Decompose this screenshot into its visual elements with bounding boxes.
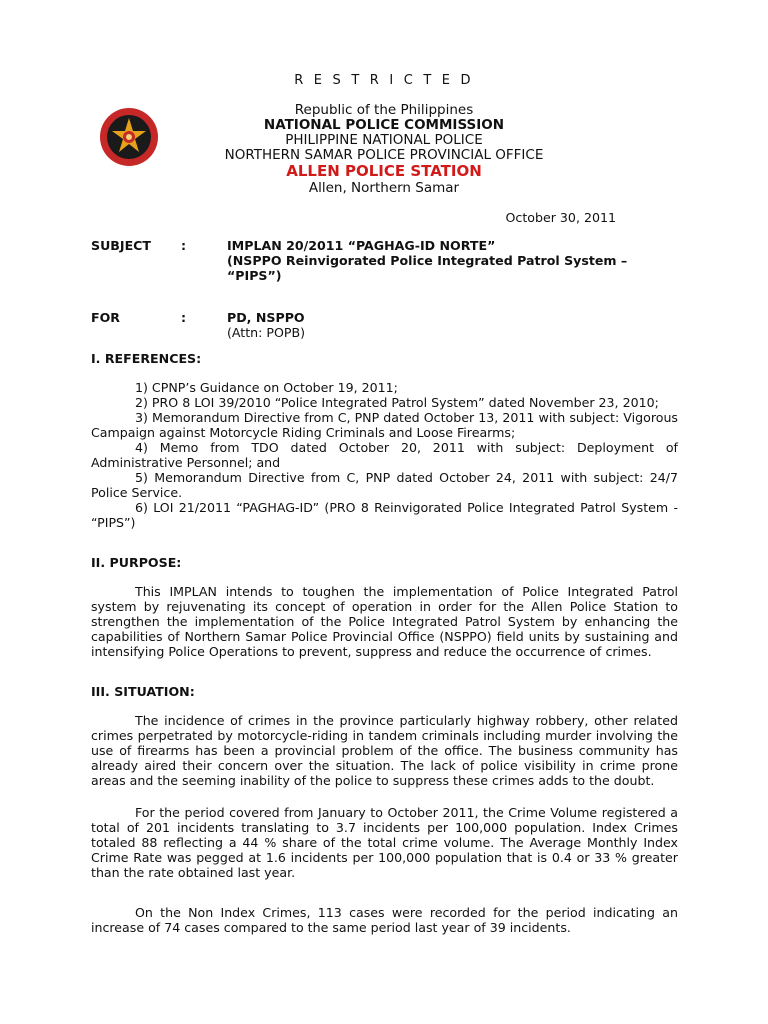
document-date: October 30, 2011 (505, 210, 616, 225)
purpose-paragraph: This IMPLAN intends to toughen the implementation of Police Integrated Patrol system by rejuvenating its concept of operation in order for the Allen Police Station to strengthen the implementation of the Police Integrated Patrol System by enhancing the capabilities of Northern Samar Police Provincial Office (NSPPO) field units by sustaining and intensifying Police Operations to prevent, suppress and reduce the occurrence of crimes. (91, 584, 678, 659)
for-label: FOR (91, 310, 121, 325)
napolcom-line: NATIONAL POLICE COMMISSION (263, 117, 505, 133)
station-location: Allen, Northern Samar (308, 180, 460, 196)
pnp-line: PHILIPPINE NATIONAL POLICE (285, 132, 483, 148)
for-line-1: PD, NSPPO (227, 310, 305, 325)
reference-item: 2) PRO 8 LOI 39/2010 “Police Integrated Patrol System” dated November 23, 2010; (135, 395, 659, 410)
for-colon: : (181, 310, 187, 325)
situation-paragraph-3: On the Non Index Crimes, 113 cases were recorded for the period indicating an increase of 74 cases compared to the same period last year of 39 incidents. (91, 905, 678, 935)
subject-line-3: “PIPS”) (227, 268, 282, 283)
references-list (91, 380, 678, 530)
purpose-heading: II. PURPOSE: (91, 555, 182, 570)
subject-label: SUBJECT (91, 238, 152, 253)
for-text (227, 310, 527, 340)
situation-paragraph-2: For the period covered from January to October 2011, the Crime Volume registered a total of 201 incidents translating to 3.7 incidents per 100,000 population. Index Crimes totaled 88 reflecting a 44 % share of the total crime volume. The Average Monthly Index Crime Rate was pegged at 1.6 incidents per 100,000 population that is 0.4 or 33 % greater than the rate obtained last year. (91, 805, 678, 880)
for-line-2: (Attn: POPB) (227, 325, 306, 340)
references-heading: I. REFERENCES: (91, 351, 202, 366)
subject-text (227, 238, 647, 283)
subject-line-1: IMPLAN 20/2011 “PAGHAG-ID NORTE” (227, 238, 496, 253)
provincial-office-line: NORTHERN SAMAR POLICE PROVINCIAL OFFICE (224, 147, 544, 163)
subject-line-2: (NSPPO Reinvigorated Police Integrated Patrol System – (227, 253, 628, 268)
situation-heading: III. SITUATION: (91, 684, 195, 699)
restricted-marking: R E S T R I C T E D (294, 73, 474, 88)
station-name: ALLEN POLICE STATION (286, 162, 482, 180)
reference-item: 5) Memorandum Directive from C, PNP dated October 24, 2011 with subject: 24/7 Police Service. (91, 470, 678, 500)
reference-item: 4) Memo from TDO dated October 20, 2011 with subject: Deployment of Administrative Personnel; and (91, 440, 678, 470)
reference-item: 1) CPNP’s Guidance on October 19, 2011; (135, 380, 398, 395)
reference-item: 6) LOI 21/2011 “PAGHAG-ID” (PRO 8 Reinvigorated Police Integrated Patrol System - “PIPS”) (91, 500, 678, 530)
reference-item: 3) Memorandum Directive from C, PNP dated October 13, 2011 with subject: Vigorous Campaign against Motorcycle Riding Criminals and Loose Firearms; (91, 410, 678, 440)
subject-colon: : (181, 238, 187, 253)
republic-line: Republic of the Philippines (294, 102, 474, 118)
situation-paragraph-1: The incidence of crimes in the province particularly highway robbery, other related crimes perpetrated by motorcycle-riding in tandem criminals including murder involving the use of firearms has been a provincial problem of the office. The business community has already aired their concern over the situation. The lack of police visibility in crime prone areas and the seeming inability of the police to suppress these crimes adds to the doubt. (91, 713, 678, 788)
